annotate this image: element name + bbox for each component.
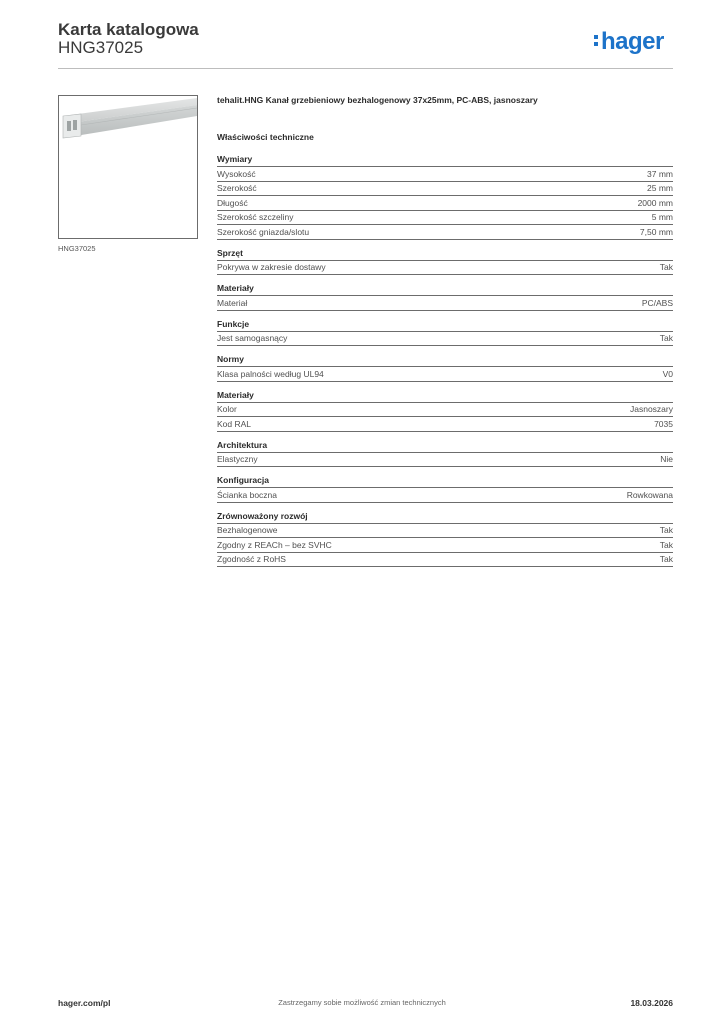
spec-label: Wysokość — [217, 168, 256, 179]
spec-group-title: Materiały — [217, 388, 673, 403]
technical-specs — [217, 94, 673, 567]
footer-url[interactable]: hager.com/pl — [58, 998, 111, 1008]
spec-row — [217, 196, 673, 211]
spec-group-title: Materiały — [217, 281, 673, 296]
spec-label: Ścianka boczna — [217, 489, 278, 500]
spec-value: Tak — [659, 525, 673, 536]
header-divider — [58, 68, 673, 69]
spec-row — [217, 553, 673, 568]
spec-row — [217, 167, 673, 182]
product-code: HNG37025 — [58, 38, 144, 57]
product-description: tehalit.HNG Kanał grzebieniowy bezhalogenowy 37x25mm, PC-ABS, jasnoszary — [217, 95, 538, 105]
spec-row — [217, 524, 673, 539]
section-title: Właściwości techniczne — [217, 132, 314, 142]
spec-group — [217, 509, 673, 568]
spec-group — [217, 246, 673, 276]
spec-label: Elastyczny — [217, 454, 258, 465]
spec-value: PC/ABS — [641, 297, 673, 308]
spec-row — [217, 453, 673, 468]
spec-value: Tak — [659, 554, 673, 565]
spec-row — [217, 211, 673, 226]
spec-group — [217, 388, 673, 432]
spec-row — [217, 182, 673, 197]
spec-group-title: Zrównoważony rozwój — [217, 509, 673, 524]
spec-value: 25 mm — [647, 183, 673, 194]
spec-label: Szerokość szczeliny — [217, 212, 294, 223]
spec-label: Szerokość gniazda/slotu — [217, 226, 310, 237]
spec-groups — [217, 152, 673, 567]
spec-group-title: Normy — [217, 352, 673, 367]
spec-label: Zgodny z REACh – bez SVHC — [217, 539, 332, 550]
spec-value: V0 — [662, 368, 673, 379]
logo-mark-icon — [594, 32, 598, 48]
spec-value: 7,50 mm — [639, 226, 673, 237]
spec-value: 2000 mm — [637, 197, 673, 208]
spec-group-title: Sprzęt — [217, 246, 673, 261]
spec-label: Zgodność z RoHS — [217, 554, 286, 565]
spec-group — [217, 352, 673, 382]
spec-label: Jest samogasnący — [217, 333, 288, 344]
spec-row — [217, 225, 673, 240]
spec-group — [217, 438, 673, 468]
footer-notice: Zastrzegamy sobie możliwość zmian technicznych — [278, 998, 446, 1007]
image-caption: HNG37025 — [58, 244, 96, 253]
spec-label: Klasa palności według UL94 — [217, 368, 324, 379]
spec-group — [217, 317, 673, 347]
spec-row — [217, 417, 673, 432]
cable-duct-illustration — [59, 96, 197, 238]
spec-label: Materiał — [217, 297, 248, 308]
spec-row — [217, 488, 673, 503]
spec-value: 37 mm — [647, 168, 673, 179]
spec-value: Nie — [660, 454, 673, 465]
spec-row — [217, 538, 673, 553]
spec-group-title: Funkcje — [217, 317, 673, 332]
spec-label: Pokrywa w zakresie dostawy — [217, 262, 326, 273]
spec-row — [217, 403, 673, 418]
spec-group-title: Wymiary — [217, 152, 673, 167]
spec-label: Bezhalogenowe — [217, 525, 278, 536]
spec-row — [217, 332, 673, 347]
spec-value: Tak — [659, 262, 673, 273]
spec-group — [217, 152, 673, 240]
spec-value: Jasnoszary — [630, 404, 673, 415]
spec-label: Długość — [217, 197, 248, 208]
footer-date: 18.03.2026 — [630, 998, 673, 1008]
spec-value: 7035 — [654, 418, 673, 429]
spec-value: Tak — [659, 539, 673, 550]
spec-value: 5 mm — [651, 212, 673, 223]
spec-label: Szerokość — [217, 183, 257, 194]
spec-value: Rowkowana — [626, 489, 673, 500]
spec-value: Tak — [659, 333, 673, 344]
spec-group-title: Konfiguracja — [217, 473, 673, 488]
spec-row — [217, 296, 673, 311]
spec-label: Kod RAL — [217, 418, 252, 429]
page-title: Karta katalogowa — [58, 20, 199, 39]
spec-group — [217, 281, 673, 311]
spec-group-title: Architektura — [217, 438, 673, 453]
spec-group — [217, 473, 673, 503]
logo-text: hager — [601, 28, 664, 55]
spec-label: Kolor — [217, 404, 237, 415]
spec-row — [217, 367, 673, 382]
hager-logo[interactable] — [594, 28, 664, 56]
product-image — [58, 95, 198, 239]
spec-row — [217, 261, 673, 276]
